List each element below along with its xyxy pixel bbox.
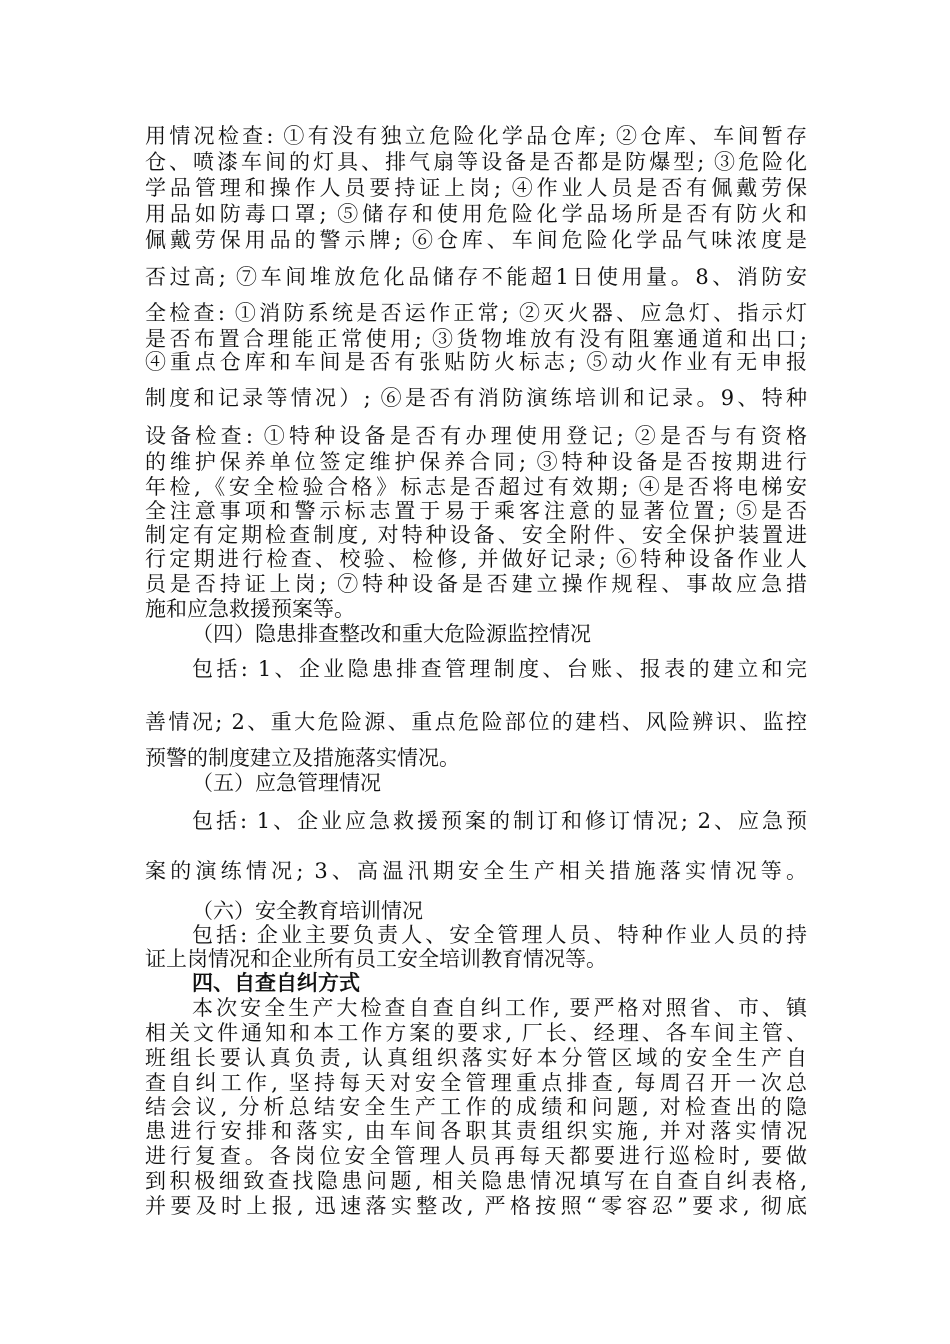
text-line: 是否布置合理能正常使用; ③货物堆放有没有阻塞通道和出口;: [145, 327, 807, 351]
section-heading: 四、自查自纠方式: [192, 971, 360, 995]
text-line: 患进行安排和落实, 由车间各职其责组织实施, 并对落实情况: [145, 1119, 807, 1143]
text-line: 进行复查。各岗位安全管理人员再每天都要进行巡检时, 要做: [145, 1144, 807, 1168]
text-line: 的维护保养单位签定维护保养合同; ③特种设备是否按期进行: [145, 450, 807, 474]
text-line: 用情况检查: ①有没有独立危险化学品仓库; ②仓库、车间暂存: [145, 124, 807, 148]
text-line: 预警的制度建立及措施落实情况。: [145, 746, 460, 770]
text-line: 学品管理和操作人员要持证上岗; ④作业人员是否有佩戴劳保: [145, 176, 807, 200]
text-line: 结会议, 分析总结安全生产工作的成绩和问题, 对检查出的隐: [145, 1095, 807, 1119]
text-line: 包括: 1、企业隐患排查管理制度、台账、报表的建立和完: [192, 657, 807, 681]
text-line: ④重点仓库和车间是否有张贴防火标志; ⑤动火作业有无申报: [145, 350, 807, 374]
text-line: 到积极细致查找隐患问题, 相关隐患情况填写在自查自纠表格,: [145, 1169, 807, 1193]
text-line: 善情况; 2、重大危险源、重点危险部位的建档、风险辨识、监控: [145, 710, 807, 734]
text-line: 本次安全生产大检查自查自纠工作, 要严格对照省、市、镇: [192, 996, 807, 1020]
text-line: 班组长要认真负责, 认真组织落实好本分管区域的安全生产自: [145, 1046, 807, 1070]
text-line: 证上岗情况和企业所有员工安全培训教育情况等。: [145, 947, 607, 971]
text-line: 否过高; ⑦车间堆放危化品储存不能超1日使用量。8、消防安: [145, 265, 807, 289]
text-line: 年检,《安全检验合格》标志是否超过有效期; ④是否将电梯安: [145, 475, 807, 499]
text-line: 施和应急救援预案等。: [145, 597, 355, 621]
section-subheading: （五）应急管理情况: [192, 771, 381, 795]
text-line: 包括: 企业主要负责人、安全管理人员、特种作业人员的持: [192, 923, 807, 947]
text-line: 员是否持证上岗; ⑦特种设备是否建立操作规程、事故应急措: [145, 572, 807, 596]
text-line: 相关文件通知和本工作方案的要求, 厂长、经理、各车间主管、: [145, 1021, 807, 1045]
text-line: 全注意事项和警示标志置于易于乘客注意的显著位置; ⑤是否: [145, 499, 807, 523]
text-line: 设备检查: ①特种设备是否有办理使用登记; ②是否与有资格: [145, 424, 807, 448]
section-subheading: （六）安全教育培训情况: [192, 899, 423, 923]
text-line: 制定有定期检查制度, 对特种设备、安全附件、安全保护装置进: [145, 523, 807, 547]
text-line: 案的演练情况; 3、高温汛期安全生产相关措施落实情况等。: [145, 859, 807, 883]
text-line: 仓、喷漆车间的灯具、排气扇等设备是否都是防爆型; ③危险化: [145, 150, 807, 174]
text-line: 制度和记录等情况）; ⑥是否有消防演练培训和记录。9、特种: [145, 386, 807, 410]
text-line: 用品如防毒口罩; ⑤储存和使用危险化学品场所是否有防火和: [145, 202, 807, 226]
section-subheading: （四）隐患排查整改和重大危险源监控情况: [192, 622, 591, 646]
text-line: 全检查: ①消防系统是否运作正常; ②灭火器、应急灯、指示灯: [145, 301, 807, 325]
text-line: 并要及时上报, 迅速落实整改, 严格按照“零容忍”要求, 彻底: [145, 1194, 807, 1218]
text-line: 查自纠工作, 坚持每天对安全管理重点排查, 每周召开一次总: [145, 1071, 807, 1095]
text-line: 包括: 1、企业应急救援预案的制订和修订情况; 2、应急预: [192, 809, 807, 833]
text-line: 佩戴劳保用品的警示牌; ⑥仓库、车间危险化学品气味浓度是: [145, 228, 807, 252]
text-line: 行定期进行检查、校验、检修, 并做好记录; ⑥特种设备作业人: [145, 547, 807, 571]
